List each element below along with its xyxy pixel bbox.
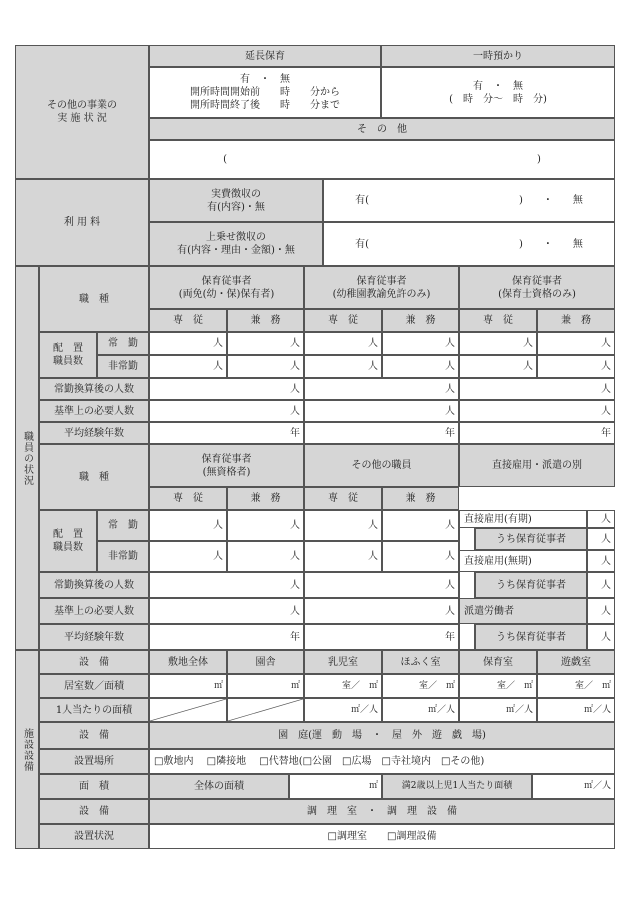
full-time-header: 専 従 — [304, 309, 382, 332]
years-cell[interactable]: 年 — [149, 624, 304, 650]
years-cell[interactable]: 年 — [459, 422, 615, 444]
nonregular-label: 非常勤 — [97, 355, 149, 378]
indent-spacer — [459, 572, 475, 598]
count-cell[interactable]: 人 — [304, 355, 382, 378]
extended-care-header: 延長保育 — [149, 45, 381, 67]
fees-heading: 利 用 料 — [15, 179, 149, 266]
kitchen-header: 調 理 室 ・ 調 理 設 備 — [149, 799, 615, 824]
count-cell[interactable]: 人 — [149, 572, 304, 598]
count-cell[interactable]: 人 — [149, 378, 304, 400]
surcharge-label: 上乗せ徴収の 有(内容・理由・金額)・無 — [149, 222, 323, 266]
surcharge-field[interactable]: 有( ) ・ 無 — [323, 222, 615, 266]
site-total-header: 敷地全体 — [149, 650, 227, 674]
count-cell[interactable]: 人 — [227, 541, 304, 572]
rooms-area-cell[interactable]: 室／ ㎡ — [537, 674, 615, 698]
rooms-area-cell[interactable]: 室／ ㎡ — [459, 674, 537, 698]
job-type-label: 職 種 — [39, 444, 149, 510]
area-cell[interactable]: ㎡ — [227, 674, 304, 698]
count-cell[interactable]: 人 — [587, 572, 615, 598]
direct-unfixed-label: 直接雇用(無期) — [459, 550, 587, 572]
other-field[interactable]: ( ) — [149, 140, 615, 179]
converted-count-label: 常勤換算後の人数 — [39, 572, 149, 598]
other-header: そ の 他 — [149, 118, 615, 140]
na-cell — [149, 698, 227, 722]
play-room-header: 遊戯室 — [537, 650, 615, 674]
indent-spacer — [459, 624, 475, 650]
location-label: 設置場所 — [39, 749, 149, 774]
count-cell[interactable]: 人 — [304, 598, 459, 624]
part-time-header: 兼 務 — [382, 309, 459, 332]
na-cell — [227, 698, 304, 722]
full-time-header: 専 従 — [149, 487, 227, 510]
part-time-header: 兼 務 — [227, 487, 304, 510]
per-person-cell[interactable]: ㎡／人 — [537, 698, 615, 722]
area-label: 面 積 — [39, 774, 149, 799]
per-child-area-field[interactable]: ㎡／人 — [532, 774, 615, 799]
diagonal-line — [150, 699, 226, 721]
count-cell[interactable]: 人 — [304, 400, 459, 422]
actual-cost-label: 実費徴収の 有(内容)・無 — [149, 179, 323, 222]
per-person-cell[interactable]: ㎡／人 — [382, 698, 459, 722]
count-cell[interactable]: 人 — [382, 355, 459, 378]
full-time-header: 専 従 — [304, 487, 382, 510]
building-header: 園舎 — [227, 650, 304, 674]
total-area-field[interactable]: ㎡ — [289, 774, 382, 799]
count-cell[interactable]: 人 — [587, 550, 615, 572]
count-cell[interactable]: 人 — [459, 378, 615, 400]
nonregular-label: 非常勤 — [97, 541, 149, 572]
job-type-label: 職 種 — [39, 266, 149, 332]
col-nursery-only: 保育従事者 (保育士資格のみ) — [459, 266, 615, 309]
count-cell[interactable]: 人 — [459, 332, 537, 355]
count-cell[interactable]: 人 — [587, 624, 615, 650]
count-cell[interactable]: 人 — [149, 400, 304, 422]
kitchen-options[interactable]: □調理室 □調理設備 — [149, 824, 615, 849]
required-count-label: 基準上の必要人数 — [39, 598, 149, 624]
per-person-area-label: 1人当たりの面積 — [39, 698, 149, 722]
count-cell[interactable]: 人 — [227, 355, 304, 378]
of-which-nursery-label: うち保育従事者 — [475, 572, 587, 598]
of-which-nursery-label: うち保育従事者 — [475, 528, 587, 550]
count-cell[interactable]: 人 — [382, 510, 459, 541]
total-area-label: 全体の面積 — [149, 774, 289, 799]
avg-experience-label: 平均経験年数 — [39, 624, 149, 650]
count-cell[interactable]: 人 — [227, 510, 304, 541]
other-projects-heading: その他の事業の 実 施 状 況 — [15, 45, 149, 179]
part-time-header: 兼 務 — [382, 487, 459, 510]
regular-label: 常 勤 — [97, 332, 149, 355]
of-which-nursery-label: うち保育従事者 — [475, 624, 587, 650]
indent-spacer — [459, 528, 475, 550]
area-cell[interactable]: ㎡ — [149, 674, 227, 698]
full-time-header: 専 従 — [459, 309, 537, 332]
rooms-area-label: 居室数／面積 — [39, 674, 149, 698]
count-cell[interactable]: 人 — [382, 332, 459, 355]
actual-cost-field[interactable]: 有( ) ・ 無 — [323, 179, 615, 222]
avg-experience-label: 平均経験年数 — [39, 422, 149, 444]
count-cell[interactable]: 人 — [587, 598, 615, 624]
count-cell[interactable]: 人 — [149, 332, 227, 355]
count-cell[interactable]: 人 — [459, 355, 537, 378]
part-time-header: 兼 務 — [227, 309, 304, 332]
count-cell[interactable]: 人 — [304, 510, 382, 541]
count-cell[interactable]: 人 — [382, 541, 459, 572]
per-person-cell[interactable]: ㎡／人 — [459, 698, 537, 722]
required-count-label: 基準上の必要人数 — [39, 400, 149, 422]
equipment-label: 設 備 — [39, 650, 149, 674]
count-cell[interactable]: 人 — [149, 355, 227, 378]
part-time-header: 兼 務 — [537, 309, 615, 332]
assigned-staff-label: 配 置 職員数 — [39, 332, 97, 378]
col-unqualified: 保育従事者 (無資格者) — [149, 444, 304, 487]
count-cell[interactable]: 人 — [304, 378, 459, 400]
full-time-header: 専 従 — [149, 309, 227, 332]
count-cell[interactable]: 人 — [149, 541, 227, 572]
dispatch-worker-label: 派遣労働者 — [459, 598, 587, 624]
staff-heading: 職員の状況 — [15, 266, 39, 650]
equipment-label: 設 備 — [39, 799, 149, 824]
rooms-area-cell[interactable]: 室／ ㎡ — [304, 674, 382, 698]
count-cell[interactable]: 人 — [537, 332, 615, 355]
converted-count-label: 常勤換算後の人数 — [39, 378, 149, 400]
regular-label: 常 勤 — [97, 510, 149, 541]
count-cell[interactable]: 人 — [537, 355, 615, 378]
status-label: 設置状況 — [39, 824, 149, 849]
count-cell[interactable]: 人 — [304, 572, 459, 598]
per-person-cell[interactable]: ㎡／人 — [304, 698, 382, 722]
yard-header: 園 庭(運 動 場 ・ 屋 外 遊 戯 場) — [149, 722, 615, 749]
count-cell[interactable]: 人 — [304, 541, 382, 572]
count-cell[interactable]: 人 — [227, 332, 304, 355]
col-kinder-only: 保育従事者 (幼稚園教諭免許のみ) — [304, 266, 459, 309]
nursery-room-header: 保育室 — [459, 650, 537, 674]
years-cell[interactable]: 年 — [149, 422, 304, 444]
assigned-staff-label: 配 置 職員数 — [39, 510, 97, 572]
count-cell[interactable]: 人 — [149, 510, 227, 541]
extended-care-detail[interactable]: 有 ・ 無 開所時間開始前 時 分から 開所時間終了後 時 分まで — [149, 67, 381, 118]
crawl-room-header: ほふく室 — [382, 650, 459, 674]
count-cell[interactable]: 人 — [587, 510, 615, 528]
temp-care-detail[interactable]: 有 ・ 無 ( 時 分〜 時 分) — [381, 67, 615, 118]
rooms-area-cell[interactable]: 室／ ㎡ — [382, 674, 459, 698]
location-options[interactable]: □敷地内 □隣接地 □代替地(□公園 □広場 □寺社境内 □その他) — [149, 749, 615, 774]
count-cell[interactable]: 人 — [304, 332, 382, 355]
diagonal-line — [228, 699, 303, 721]
count-cell[interactable]: 人 — [587, 528, 615, 550]
infant-room-header: 乳児室 — [304, 650, 382, 674]
count-cell[interactable]: 人 — [149, 598, 304, 624]
years-cell[interactable]: 年 — [304, 624, 459, 650]
facility-heading: 施設設備 — [15, 650, 39, 849]
col-employment-type: 直接雇用・派遣の別 — [459, 444, 615, 487]
col-nursery-both: 保育従事者 (両免(幼・保)保有者) — [149, 266, 304, 309]
per-child-area-label: 満2歳以上児1人当たり面積 — [382, 774, 532, 799]
years-cell[interactable]: 年 — [304, 422, 459, 444]
count-cell[interactable]: 人 — [459, 400, 615, 422]
equipment-label: 設 備 — [39, 722, 149, 749]
temp-care-header: 一時預かり — [381, 45, 615, 67]
direct-fixed-label: 直接雇用(有期) — [459, 510, 587, 528]
col-other-staff: その他の職員 — [304, 444, 459, 487]
